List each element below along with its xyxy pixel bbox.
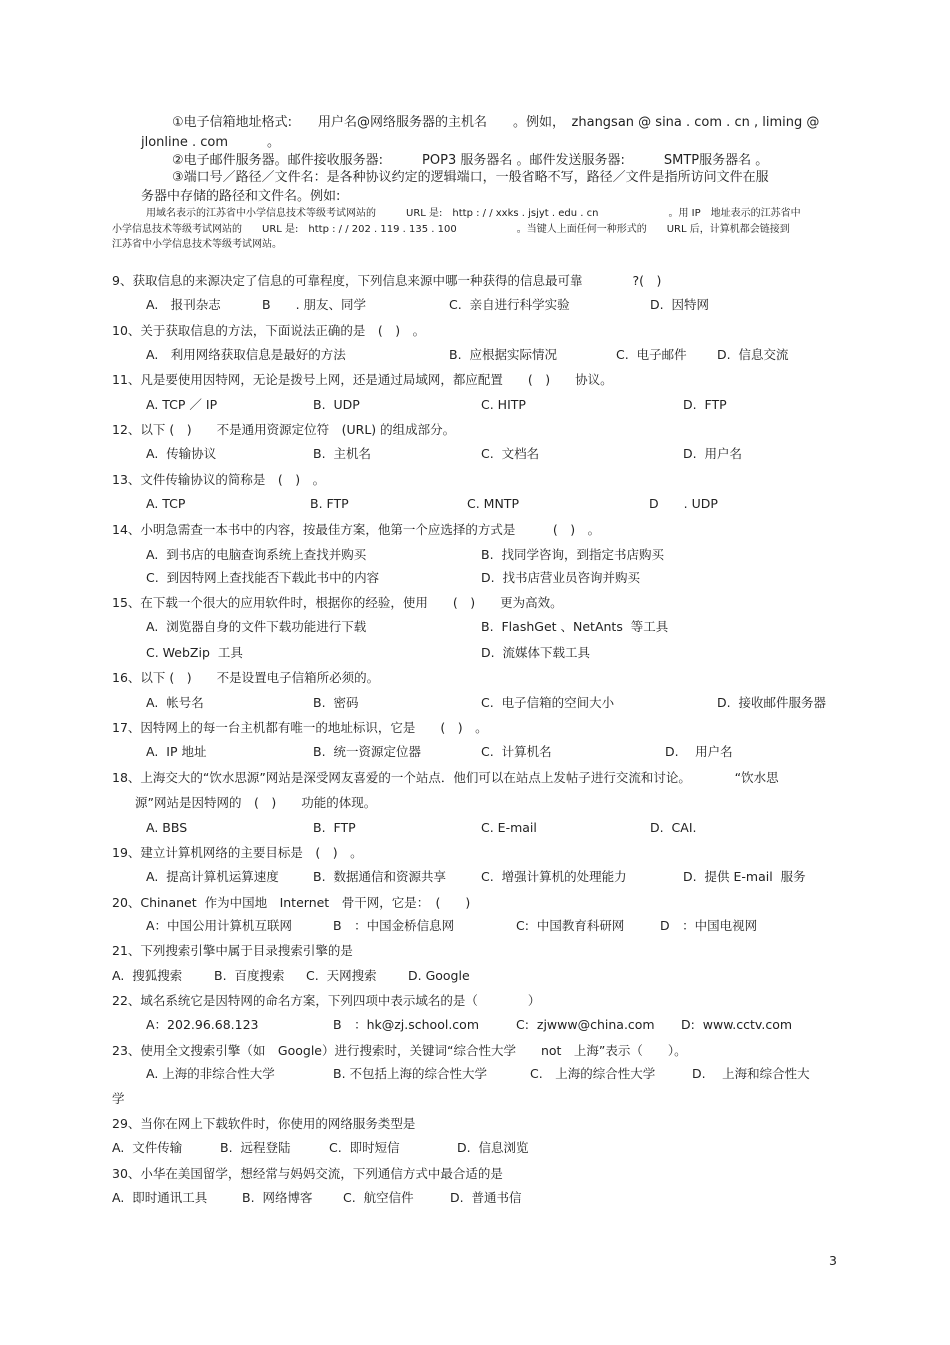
question-10-options [0, 349, 950, 365]
option-c: C. WebZip 工具 [146, 645, 243, 660]
option-c: C. 到因特网上查找能否下载此书中的内容 [146, 570, 380, 585]
option-d: D . UDP [649, 496, 718, 511]
option-b: B. 远程登陆 [220, 1140, 291, 1155]
question-17-stem: 17、因特网上的每一台主机都有唯一的地址标识，它是 ( ) 。 [112, 720, 488, 735]
question-16-options [0, 697, 950, 713]
option-b: B. 应根据实际情况 [449, 347, 557, 362]
question-15-options-row2 [0, 647, 950, 663]
question-21-options [0, 970, 950, 986]
intro-small-1: 用域名表示的江苏省中小学信息技术等级考试网站的 URL 是: http : / / xxks . jsjyt . edu . cn 。用 IP 地址表示的江苏省中 [146, 208, 801, 219]
question-12-options [0, 448, 950, 464]
option-a: A. 报刊杂志 [146, 297, 221, 312]
option-d: D. 因特网 [650, 297, 710, 312]
question-29-options [0, 1142, 950, 1158]
option-d: D. 普通书信 [450, 1190, 522, 1205]
option-c: C. MNTP [467, 496, 519, 511]
intro-line-1: ①电子信箱地址格式: 用户名@网络服务器的主机名 。例如， zhangsan @ sina . com . cn , liming @ [172, 115, 820, 130]
intro-line-2: jlonline . com 。 [141, 135, 281, 150]
option-a: A. 即时通讯工具 [112, 1190, 208, 1205]
option-d: D. 提供 E-mail 服务 [683, 869, 806, 884]
option-a: A. 浏览器自身的文件下载功能进行下载 [146, 619, 367, 634]
intro-line-5: 务器中存储的路径和文件名。例如: [141, 189, 341, 204]
option-b: B. FTP [310, 496, 349, 511]
question-13-options [0, 498, 950, 514]
option-b: B ：hk@zj.school.com [333, 1017, 479, 1032]
option-a: A. TCP [146, 496, 186, 511]
question-12-stem: 12、以下 ( ) 不是通用资源定位符 (URL) 的组成部分。 [112, 422, 456, 437]
question-16-stem: 16、以下 ( ) 不是设置电子信箱所必须的。 [112, 670, 380, 685]
question-22-stem: 22、域名系统它是因特网的命名方案，下列四项中表示域名的是（ ） [112, 993, 541, 1008]
option-c: C: 中国教育科研网 [516, 918, 625, 933]
option-d: D. 接收邮件服务器 [717, 695, 827, 710]
option-a: A. 上海的非综合性大学 [146, 1066, 275, 1081]
intro-line-3: ②电子邮件服务器。邮件接收服务器: POP3 服务器名 。邮件发送服务器: SMTP服务器名 。 [172, 153, 769, 168]
question-30-stem: 30、小华在美国留学，想经常与妈妈交流，下列通信方式中最合适的是 [112, 1166, 503, 1181]
option-d: D: www.cctv.com [681, 1017, 793, 1032]
option-a: A. 提高计算机运算速度 [146, 869, 279, 884]
question-18-stem: 18、上海交大的“饮水思源”网站是深受网友喜爱的一个站点．他们可以在站点上发帖子进行交流和讨论。 “饮水思 [112, 770, 779, 785]
option-d: D. 用户名 [683, 446, 743, 461]
intro-small-3: 江苏省中小学信息技术等级考试网站。 [112, 239, 282, 250]
question-21-stem: 21、下列搜索引擎中属于目录搜索引擎的是 [112, 943, 353, 958]
question-19-stem: 19、建立计算机网络的主要目标是 ( ) 。 [112, 845, 363, 860]
question-13-stem: 13、文件传输协议的简称是 ( ) 。 [112, 472, 326, 487]
option-d: D. 找书店营业员咨询并购买 [481, 570, 641, 585]
page-number: 3 [829, 1253, 837, 1268]
question-14-options-row1 [0, 549, 950, 565]
option-b: B . 朋友、同学 [262, 297, 367, 312]
option-b: B. 百度搜索 [214, 968, 285, 983]
option-c: C. 电子邮件 [616, 347, 687, 362]
intro-small-2: 小学信息技术等级考试网站的 URL 是: http : / / 202 . 119 . 135 . 100 。当键人上面任何一种形式的 URL 后，计算机都会链接到 [112, 224, 790, 235]
intro-line-4: ③端口号／路径／文件名：是各种协议约定的逻辑端口，一般省略不写，路径／文件是指所访问文件在服 [172, 170, 769, 185]
option-c: C. E-mail [481, 820, 537, 835]
option-c: C. 亲自进行科学实验 [449, 297, 570, 312]
option-d: D. 上海和综合性大 [692, 1066, 810, 1081]
question-19-options [0, 871, 950, 887]
option-a: A. 文件传输 [112, 1140, 183, 1155]
question-9-stem: 9、获取信息的来源决定了信息的可靠程度，下列信息来源中哪一种获得的信息最可靠 ?( ) [112, 273, 662, 288]
question-30-options [0, 1192, 950, 1208]
question-23-stem: 23、使用全文搜索引擎（如 Google）进行搜索时，关键词“综合性大学 not 上海”表示（ ）。 [112, 1043, 687, 1058]
option-d: D. 流媒体下载工具 [481, 645, 591, 660]
option-a: A：中国公用计算机互联网 [146, 918, 293, 933]
option-d: D. FTP [683, 397, 727, 412]
option-a: A. TCP ／ IP [146, 397, 218, 412]
option-c: C. HITP [481, 397, 526, 412]
question-20-stem: 20、Chinanet 作为中国地 Internet 骨干网，它是： ( ) [112, 895, 471, 910]
option-b: B. UDP [313, 397, 360, 412]
option-d: D. Google [408, 968, 470, 983]
question-14-stem: 14、小明急需查一本书中的内容，按最佳方案，他第一个应选择的方式是 ( ) 。 [112, 522, 601, 537]
option-d: D. 信息浏览 [457, 1140, 529, 1155]
option-b: B. 网络博客 [242, 1190, 313, 1205]
question-23-options [0, 1068, 950, 1084]
question-20-options [0, 920, 950, 936]
question-15-stem: 15、在下载一个很大的应用软件时，根据你的经验，使用 ( ) 更为高效。 [112, 595, 563, 610]
option-a: A. 传输协议 [146, 446, 217, 461]
option-b: B. 数据通信和资源共享 [313, 869, 446, 884]
option-c: C. 增强计算机的处理能力 [481, 869, 627, 884]
option-c: C. 即时短信 [329, 1140, 400, 1155]
option-d: D ：中国电视网 [660, 918, 758, 933]
option-b: B. 找同学咨询，到指定书店购买 [481, 547, 664, 562]
option-b: B. FTP [313, 820, 356, 835]
option-b: B. 不包括上海的综合性大学 [333, 1066, 488, 1081]
option-a: A. IP 地址 [146, 744, 207, 759]
question-23-wrap: 学 [112, 1091, 125, 1106]
option-c: C. 航空信件 [343, 1190, 414, 1205]
option-a: A：202.96.68.123 [146, 1017, 259, 1032]
question-22-options [0, 1019, 950, 1035]
option-c: C. 计算机名 [481, 744, 552, 759]
question-18-options [0, 822, 950, 838]
question-29-stem: 29、当你在网上下载软件时，你使用的网络服务类型是 [112, 1116, 416, 1131]
question-15-options-row1 [0, 621, 950, 637]
option-b: B. FlashGet 、NetAnts 等工具 [481, 619, 669, 634]
option-c: C. 电子信箱的空间大小 [481, 695, 615, 710]
option-c: C. 天网搜索 [306, 968, 377, 983]
option-b: B. 统一资源定位器 [313, 744, 421, 759]
option-a: A. BBS [146, 820, 188, 835]
option-b: B ：中国金桥信息网 [333, 918, 455, 933]
option-c: C: zjwww@china.com [516, 1017, 655, 1032]
option-d: D. 信息交流 [717, 347, 789, 362]
question-17-options [0, 746, 950, 762]
option-b: B. 密码 [313, 695, 359, 710]
option-a: A. 到书店的电脑查询系统上查找并购买 [146, 547, 367, 562]
question-11-options [0, 399, 950, 415]
question-11-stem: 11、凡是要使用因特网，无论是拨号上网，还是通过局域网，都应配置 ( ) 协议。 [112, 372, 613, 387]
question-14-options-row2 [0, 572, 950, 588]
option-a: A. 利用网络获取信息是最好的方法 [146, 347, 346, 362]
option-a: A. 帐号名 [146, 695, 204, 710]
option-c: C. 文档名 [481, 446, 540, 461]
option-d: D. CAI. [650, 820, 697, 835]
option-a: A. 搜狐搜索 [112, 968, 183, 983]
option-b: B. 主机名 [313, 446, 371, 461]
question-18-stem-cont: 源”网站是因特网的 ( ) 功能的体现。 [135, 795, 377, 810]
question-10-stem: 10、关于获取信息的方法，下面说法正确的是 ( ) 。 [112, 323, 426, 338]
option-d: D. 用户名 [665, 744, 733, 759]
option-c: C. 上海的综合性大学 [530, 1066, 656, 1081]
question-9-options [0, 299, 950, 315]
